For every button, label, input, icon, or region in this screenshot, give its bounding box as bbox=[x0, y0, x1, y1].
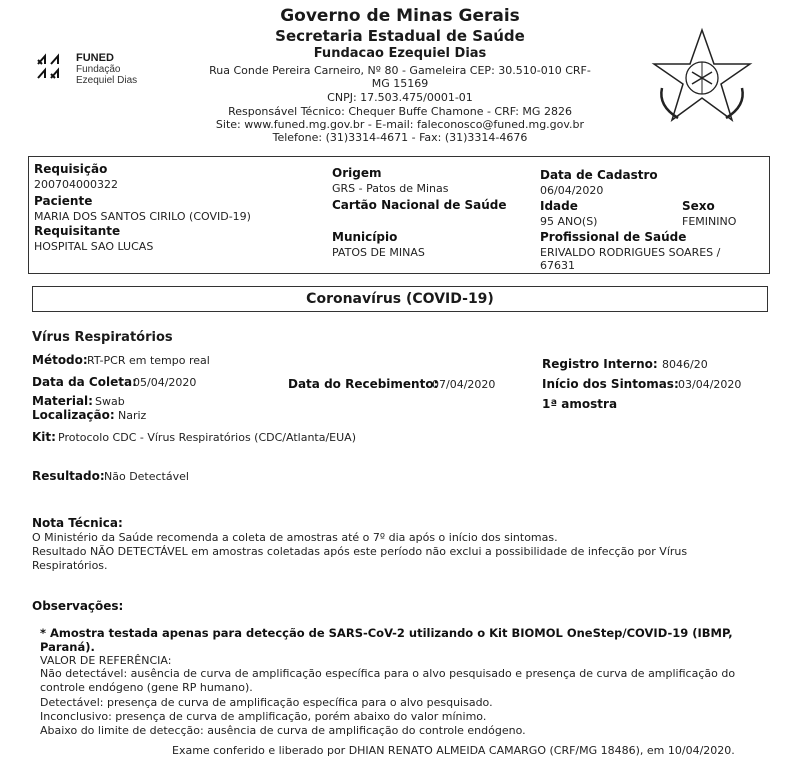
nota-line-1: O Ministério da Saúde recomenda a coleta de amostras até o 7º dia após o início dos sintomas. bbox=[32, 531, 558, 544]
nao-detectavel-line-2: controle endógeno (gene RP humano). bbox=[40, 681, 253, 694]
header-telefone: Telefone: (31)3314-4671 - Fax: (31)3314-4676 bbox=[272, 131, 528, 144]
valor-referencia: VALOR DE REFERÊNCIA: bbox=[40, 654, 172, 667]
header-responsavel: Responsável Técnico: Chequer Buffe Chamone - CRF: MG 2826 bbox=[228, 105, 572, 118]
header-cnpj: CNPJ: 17.503.475/0001-01 bbox=[327, 91, 473, 104]
material-label: Material: bbox=[32, 394, 93, 408]
idade-value: 95 ANO(S) bbox=[540, 215, 598, 228]
requisicao-value: 200704000322 bbox=[34, 178, 118, 191]
paciente-value: MARIA DOS SANTOS CIRILO (COVID-19) bbox=[34, 210, 251, 223]
abaixo-limite-line: Abaixo do limite de detecção: ausência de curva de amplificação do controle endógeno. bbox=[40, 724, 526, 737]
cadastro-label: Data de Cadastro bbox=[540, 168, 658, 182]
coleta-value: 05/04/2020 bbox=[133, 376, 197, 389]
header-secretaria: Secretaria Estadual de Saúde bbox=[275, 27, 525, 45]
logo-line-2: Ezequiel Dias bbox=[76, 75, 138, 86]
profissional-value-2: 67631 bbox=[540, 259, 575, 272]
material-value: Swab bbox=[95, 395, 125, 408]
localizacao-value: Nariz bbox=[118, 409, 147, 422]
coleta-label: Data da Coleta: bbox=[32, 375, 137, 389]
recebimento-label: Data do Recebimento: bbox=[288, 377, 439, 391]
localizacao-label: Localização: bbox=[32, 408, 115, 422]
observacoes-bold-1: * Amostra testada apenas para detecção de SARS-CoV-2 utilizando o Kit BIOMOL OneStep/COVID-19 (IBMP, bbox=[40, 626, 733, 640]
header-fundacao: Fundacao Ezequiel Dias bbox=[313, 46, 487, 61]
recebimento-value: 07/04/2020 bbox=[432, 378, 496, 391]
nao-detectavel-line-1: Não detectável: ausência de curva de amplificação específica para o alvo pesquisado e presença de curva de amplificação do bbox=[40, 667, 736, 680]
observacoes-bold-2: Paraná). bbox=[40, 640, 95, 654]
logo-line-1: Fundação bbox=[76, 64, 121, 75]
cartao-label: Cartão Nacional de Saúde bbox=[332, 198, 507, 212]
sexo-label: Sexo bbox=[682, 199, 715, 213]
nota-line-3: Respiratórios. bbox=[32, 559, 108, 572]
section-title: Vírus Respiratórios bbox=[32, 330, 173, 345]
footer-liberado: Exame conferido e liberado por DHIAN RENATO ALMEIDA CAMARGO (CRF/MG 18486), em 10/04/2020. bbox=[172, 744, 735, 757]
logo-name: FUNED bbox=[76, 52, 114, 64]
nota-label: Nota Técnica: bbox=[32, 516, 123, 530]
observacoes-label: Observações: bbox=[32, 599, 124, 613]
nota-line-2: Resultado NÃO DETECTÁVEL em amostras coletadas após este período não exclui a possibilidade de infecção por Vírus bbox=[32, 545, 688, 558]
metodo-label: Método: bbox=[32, 353, 88, 367]
requisicao-label: Requisição bbox=[34, 162, 108, 176]
requisitante-label: Requisitante bbox=[34, 224, 121, 238]
municipio-label: Município bbox=[332, 230, 398, 244]
inconclusivo-line: Inconclusivo: presença de curva de amplificação, porém abaixo do valor mínimo. bbox=[40, 710, 487, 723]
resultado-value: Não Detectável bbox=[104, 470, 189, 483]
origem-value: GRS - Patos de Minas bbox=[332, 182, 449, 195]
profissional-label: Profissional de Saúde bbox=[540, 230, 687, 244]
registro-label: Registro Interno: bbox=[542, 357, 658, 371]
paciente-label: Paciente bbox=[34, 194, 93, 208]
registro-value: 8046/20 bbox=[662, 358, 708, 371]
metodo-value: RT-PCR em tempo real bbox=[87, 354, 210, 367]
kit-value: Protocolo CDC - Vírus Respiratórios (CDC/Atlanta/EUA) bbox=[58, 431, 356, 444]
header-site: Site: www.funed.mg.gov.br - E-mail: faleconosco@funed.mg.gov.br bbox=[215, 118, 585, 131]
amostra-value: 1ª amostra bbox=[542, 397, 618, 411]
idade-label: Idade bbox=[540, 199, 578, 213]
sexo-value: FEMININO bbox=[682, 215, 737, 228]
header-address-2: MG 15169 bbox=[371, 77, 429, 90]
resultado-label: Resultado: bbox=[32, 469, 105, 483]
requisitante-value: HOSPITAL SAO LUCAS bbox=[34, 240, 154, 253]
cadastro-value: 06/04/2020 bbox=[540, 184, 604, 197]
detectavel-line: Detectável: presença de curva de amplificação específica para o alvo pesquisado. bbox=[40, 696, 493, 709]
profissional-value-1: ERIVALDO RODRIGUES SOARES / bbox=[540, 246, 721, 259]
sintomas-label: Início dos Sintomas: bbox=[542, 377, 679, 391]
sintomas-value: 03/04/2020 bbox=[678, 378, 742, 391]
municipio-value: PATOS DE MINAS bbox=[332, 246, 425, 259]
origem-label: Origem bbox=[332, 166, 382, 180]
kit-label: Kit: bbox=[32, 430, 56, 444]
exam-title: Coronavírus (COVID-19) bbox=[32, 286, 768, 312]
header-gov: Governo de Minas Gerais bbox=[280, 6, 520, 26]
header-address-1: Rua Conde Pereira Carneiro, Nº 80 - Gameleira CEP: 30.510-010 CRF- bbox=[209, 64, 591, 77]
